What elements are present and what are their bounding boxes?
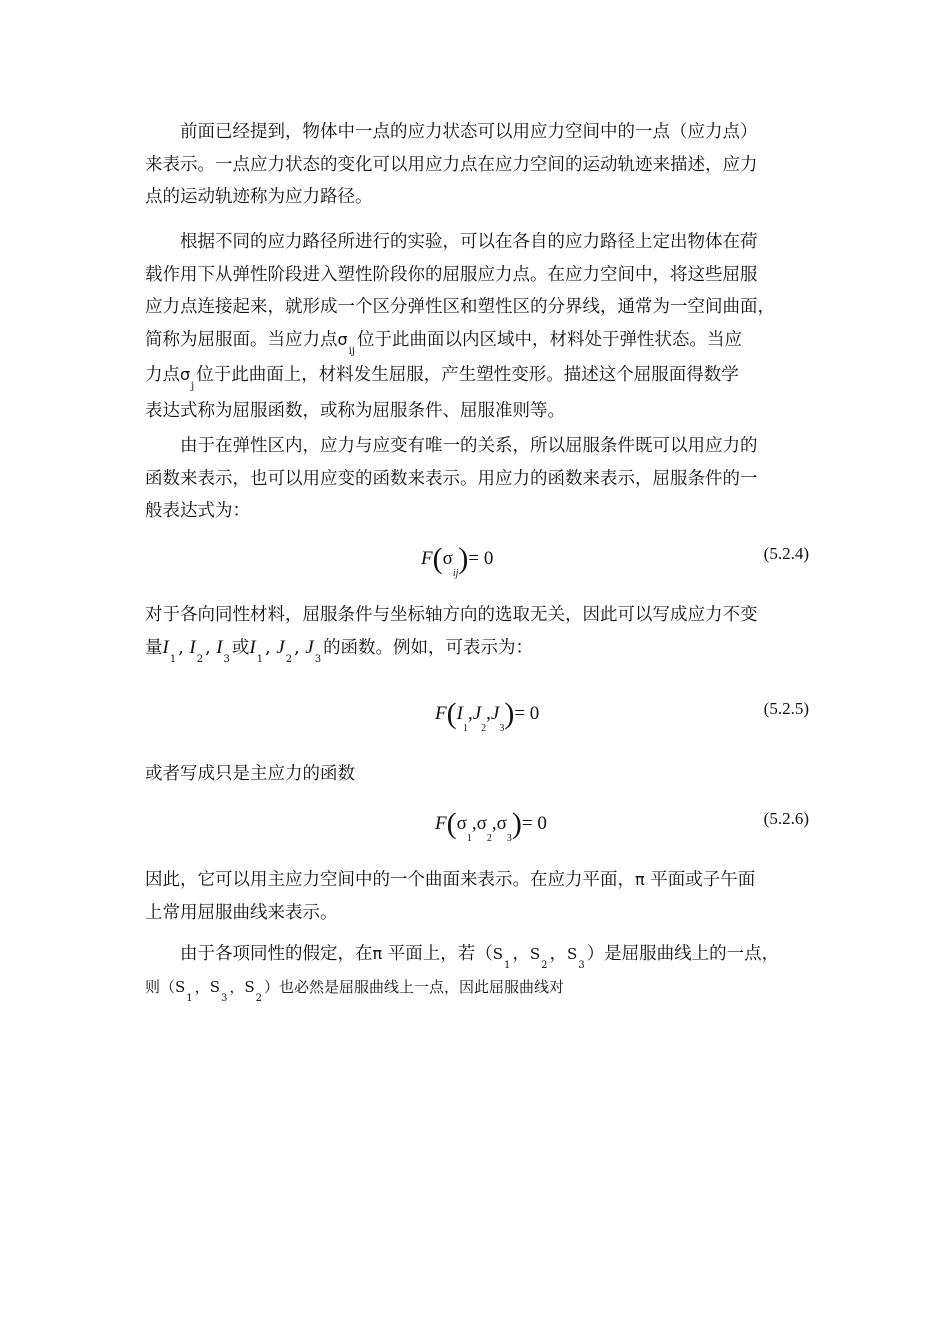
- text-line: 表达式称为屈服函数，或称为屈服条件、屈服准则等。: [145, 400, 565, 421]
- subscript: ij: [452, 568, 459, 579]
- equation-number: (5.2.5): [763, 699, 809, 718]
- invariant-symbol: I: [249, 636, 256, 658]
- subscript: 3: [314, 653, 322, 665]
- paragraph-yield-curve: [145, 864, 809, 929]
- invariant-symbol: I: [189, 636, 196, 658]
- text-span: ）也必然是屈服曲线上一点，因此屈服曲线对: [264, 977, 565, 996]
- text-line: 对于各向同性材料，屈服条件与坐标轴方向的选取无关，因此可以写成应力不变: [145, 605, 758, 625]
- equation-5-2-4: [145, 538, 809, 578]
- text-span: 位于此曲面以内区域中，材料处于弹性状态。当应: [356, 329, 742, 350]
- text-line: 载作用下从弹性阶段进入塑性阶段你的屈服应力点。在应力空间中，将这些屈服: [145, 264, 758, 285]
- text-line: [145, 864, 809, 897]
- invariant-symbol: J: [490, 703, 500, 724]
- paragraph-isotropy: [145, 938, 809, 1003]
- text-span: 的函数。例如，可表示为：: [323, 637, 534, 658]
- subscript: 1: [256, 653, 264, 665]
- invariant-symbol: I: [456, 703, 463, 724]
- text-span: 简称为屈服面。当应力点: [145, 329, 338, 350]
- text-line: 上常用屈服曲线来表示。: [145, 902, 338, 923]
- separator: ，: [512, 944, 530, 964]
- text-span: 因此，它可以用主应力空间中的一个曲面来表示。在应力平面，: [145, 870, 635, 890]
- text-line: [145, 632, 809, 668]
- s-symbol: S: [244, 977, 255, 996]
- text-line: 由于在弹性区内，应力与应变有唯一的关系，所以屈服条件既可以用应力的: [180, 436, 758, 456]
- separator: ，: [549, 944, 568, 964]
- comma: ,: [294, 637, 300, 658]
- paragraph-principal-stress: [145, 758, 809, 791]
- paragraph-invariants: [145, 599, 809, 667]
- pi-symbol: π: [372, 944, 383, 963]
- text-line: 点的运动轨迹称为应力路径。: [145, 187, 373, 207]
- text-line: 应力点连接起来，就形成一个区分弹性区和塑性区的分界线，通常为一空间曲面，: [145, 297, 775, 317]
- text-line: 由于各项同性的假定，在π 平面上，若（$S_1$，$S_2$，$S_3$）是屈服曲线上的一点，: [180, 944, 780, 971]
- text-span: 则（: [145, 977, 176, 996]
- invariant-symbol: J: [472, 703, 482, 724]
- text-span: 平面上，若（: [387, 944, 493, 964]
- text-line: 或者写成只是主应力的函数: [145, 764, 355, 784]
- sigma-symbol: σ: [442, 548, 453, 569]
- sigma-symbol: σ: [456, 813, 467, 834]
- separator: ，: [229, 977, 245, 996]
- s-symbol: S: [209, 977, 220, 996]
- subscript: 3: [223, 653, 230, 665]
- equals-zero: = 0: [468, 548, 494, 569]
- function-symbol: F: [421, 548, 433, 569]
- comma: ,: [205, 637, 211, 658]
- s-symbol: S: [567, 945, 578, 963]
- paragraph-yield-surface: [145, 226, 809, 427]
- text-line: 根据不同的应力路径所进行的实验，可以在各自的应力路径上定出物体在荷: [180, 232, 758, 252]
- text-span: ）是屈服曲线上的一点，: [586, 944, 780, 964]
- text-span: 由于各项同性的假定，在: [180, 944, 373, 964]
- subscript: 1: [169, 653, 177, 665]
- equals-zero: = 0: [514, 703, 540, 724]
- text-span: 量: [145, 637, 163, 658]
- s-symbol: S: [175, 977, 186, 996]
- subscript: 2: [285, 653, 293, 665]
- equation-5-2-5: [145, 693, 809, 733]
- text-span: 或: [231, 637, 250, 658]
- separator: ，: [194, 977, 210, 996]
- equation-number: (5.2.6): [763, 809, 809, 828]
- equation-number: (5.2.4): [763, 544, 809, 563]
- subscript: j: [191, 381, 195, 392]
- subscript: 2: [196, 653, 204, 665]
- text-line: 来表示。一点应力状态的变化可以用应力点在应力空间的运动轨迹来描述，应力: [145, 154, 758, 175]
- function-symbol: F: [435, 813, 447, 834]
- text-span: 力点: [145, 365, 180, 385]
- text-line: 般表达式为：: [145, 501, 250, 521]
- formula: $F(\sigma_{ij})= 0$: [421, 542, 494, 579]
- text-line: [145, 359, 809, 395]
- text-span: 平面或子午面: [650, 870, 756, 890]
- text-line: [145, 324, 809, 360]
- s-symbol: S: [492, 945, 503, 963]
- sigma-symbol: σ: [337, 329, 348, 349]
- text-line: 前面已经提到，物体中一点的应力状态可以用应力空间中的一点（应力点）: [180, 122, 758, 142]
- formula: $F(I_1,J_2,J_3)= 0$: [435, 697, 540, 734]
- invariant-symbol: J: [276, 636, 285, 658]
- invariant-symbol: J: [305, 636, 314, 658]
- formula: $F(\sigma_1,\sigma_2,\sigma_3)= 0$: [435, 807, 547, 844]
- text-line: 则（$S_1$，$S_3$，$S_2$）也必然是屈服曲线上一点，因此屈服曲线对: [145, 977, 565, 1004]
- sigma-symbol: σ: [496, 813, 507, 834]
- subscript: ij: [348, 345, 355, 357]
- equation-5-2-6: [145, 803, 809, 843]
- invariant-symbol: I: [162, 636, 169, 658]
- pi-symbol: π: [635, 870, 645, 889]
- text-line: 函数来表示，也可以用应变的函数来表示。用应力的函数来表示，屈服条件的一: [145, 468, 758, 489]
- text-span: 位于此曲面上，材料发生屈服，产生塑性变形。描述这个屈服面得数学: [196, 365, 739, 385]
- sigma-symbol: σ: [180, 365, 191, 384]
- comma: ,: [265, 637, 271, 658]
- comma: ,: [178, 637, 184, 658]
- s-symbol: S: [529, 945, 541, 963]
- equals-zero: = 0: [521, 813, 547, 834]
- paragraph-stress-state: [145, 116, 809, 214]
- paragraph-yield-function: [145, 430, 809, 528]
- function-symbol: F: [435, 703, 447, 724]
- invariant-symbol: I: [216, 636, 223, 658]
- sigma-symbol: σ: [476, 813, 487, 834]
